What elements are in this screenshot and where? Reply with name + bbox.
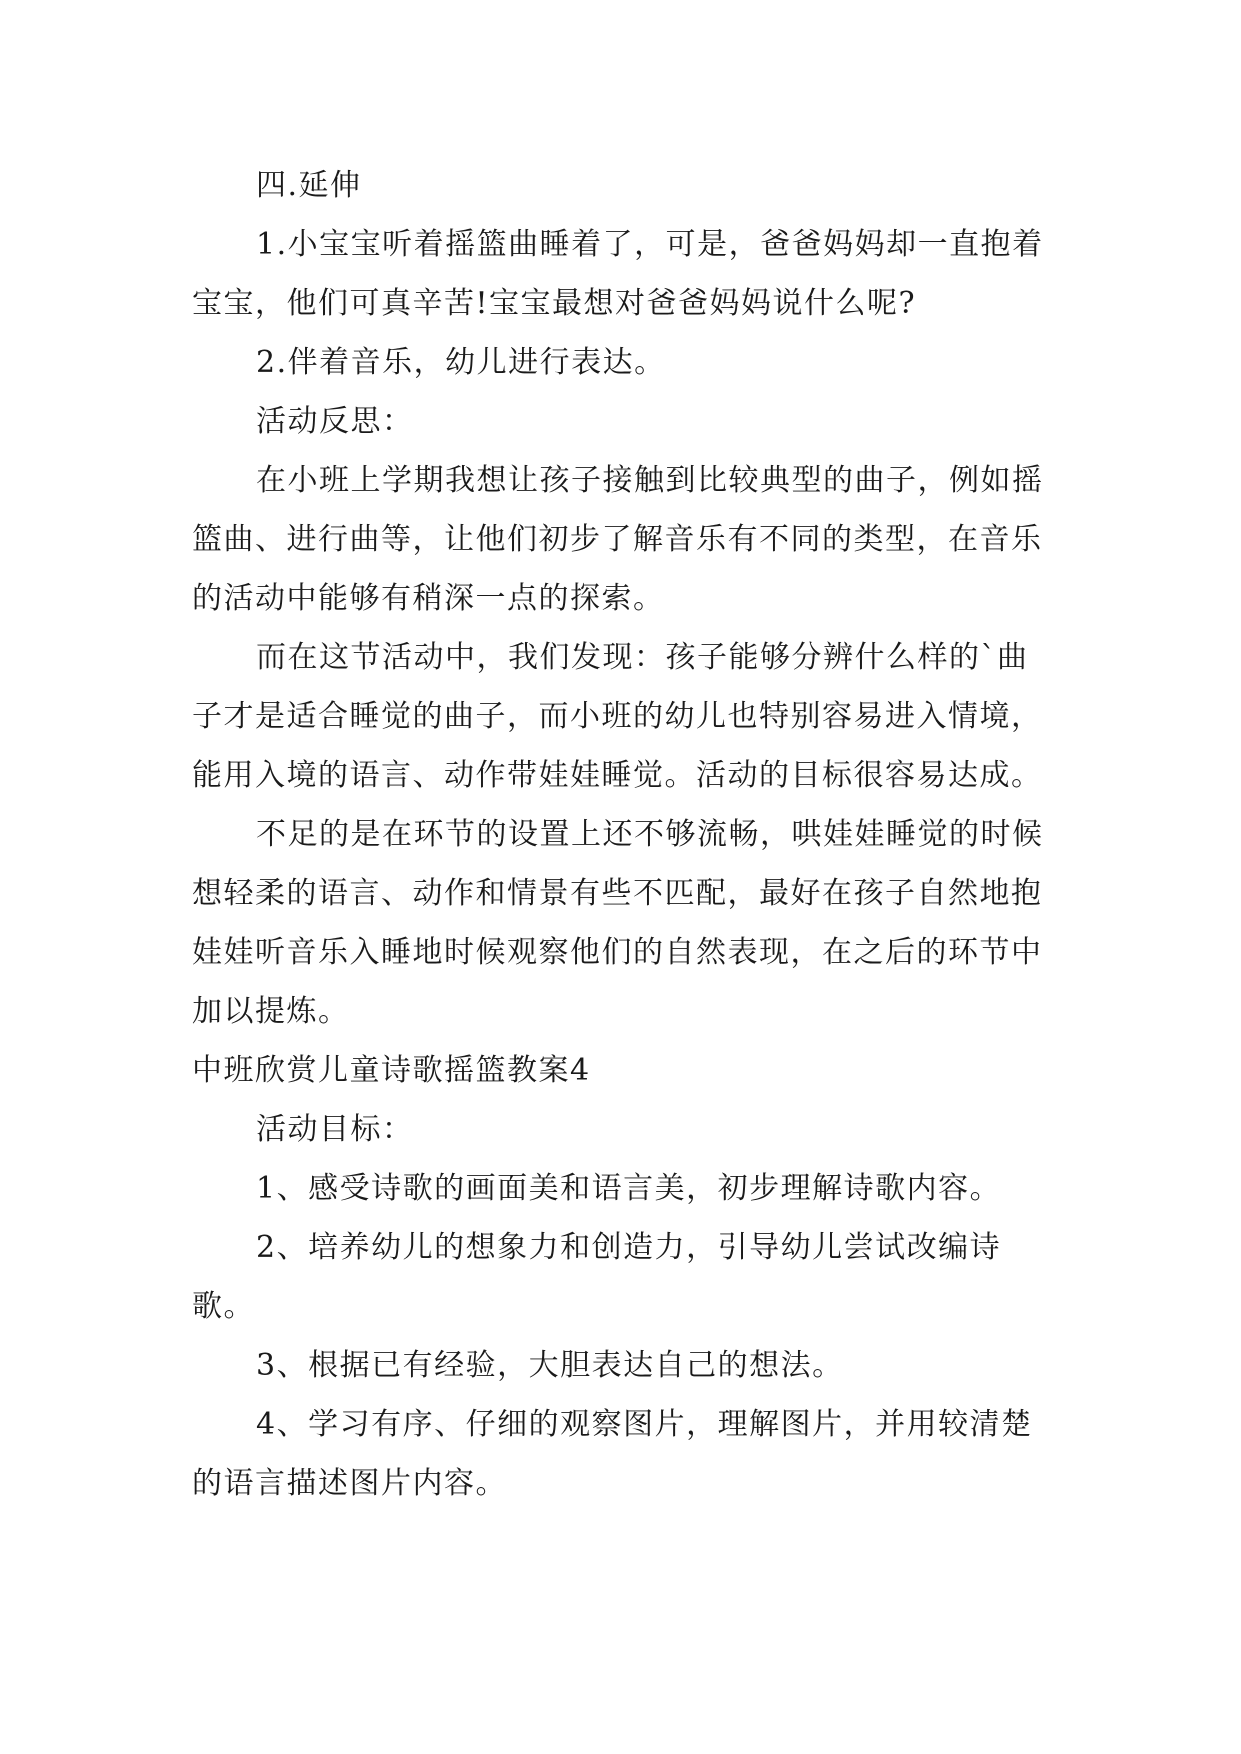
list-item: 4、学习有序、仔细的观察图片，理解图片，并用较清楚的语言描述图片内容。 (192, 1407, 1033, 1501)
section-heading-reflection: 活动反思： (256, 404, 414, 439)
document-title: 中班欣赏儿童诗歌摇篮教案4 (192, 1053, 591, 1088)
paragraph: 1.小宝宝听着摇篮曲睡着了，可是，爸爸妈妈却一直抱着宝宝，他们可真辛苦!宝宝最想对爸爸妈妈说什么呢? (192, 227, 1044, 321)
paragraph: 而在这节活动中，我们发现：孩子能够分辨什么样的`曲子才是适合睡觉的曲子，而小班的幼儿也特别容易进入情境，能用入境的语言、动作带娃娃睡觉。活动的目标很容易达成。 (192, 640, 1043, 793)
paragraph: 在小班上学期我想让孩子接触到比较典型的曲子，例如摇篮曲、进行曲等，让他们初步了解音乐有不同的类型，在音乐的活动中能够有稍深一点的探索。 (192, 463, 1044, 616)
document-body (192, 156, 1052, 1513)
section-heading-extension: 四.延伸 (256, 168, 362, 203)
paragraph: 不足的是在环节的设置上还不够流畅，哄娃娃睡觉的时候想轻柔的语言、动作和情景有些不匹配，最好在孩子自然地抱娃娃听音乐入睡地时候观察他们的自然表现，在之后的环节中加以提炼。 (192, 817, 1044, 1029)
paragraph: 2.伴着音乐，幼儿进行表达。 (256, 345, 666, 380)
list-item: 2、培养幼儿的想象力和创造力，引导幼儿尝试改编诗歌。 (192, 1230, 1002, 1324)
list-item: 3、根据已有经验，大胆表达自己的想法。 (256, 1348, 844, 1383)
list-item: 1、感受诗歌的画面美和语言美，初步理解诗歌内容。 (256, 1171, 1002, 1206)
section-heading-goals: 活动目标： (256, 1112, 414, 1147)
